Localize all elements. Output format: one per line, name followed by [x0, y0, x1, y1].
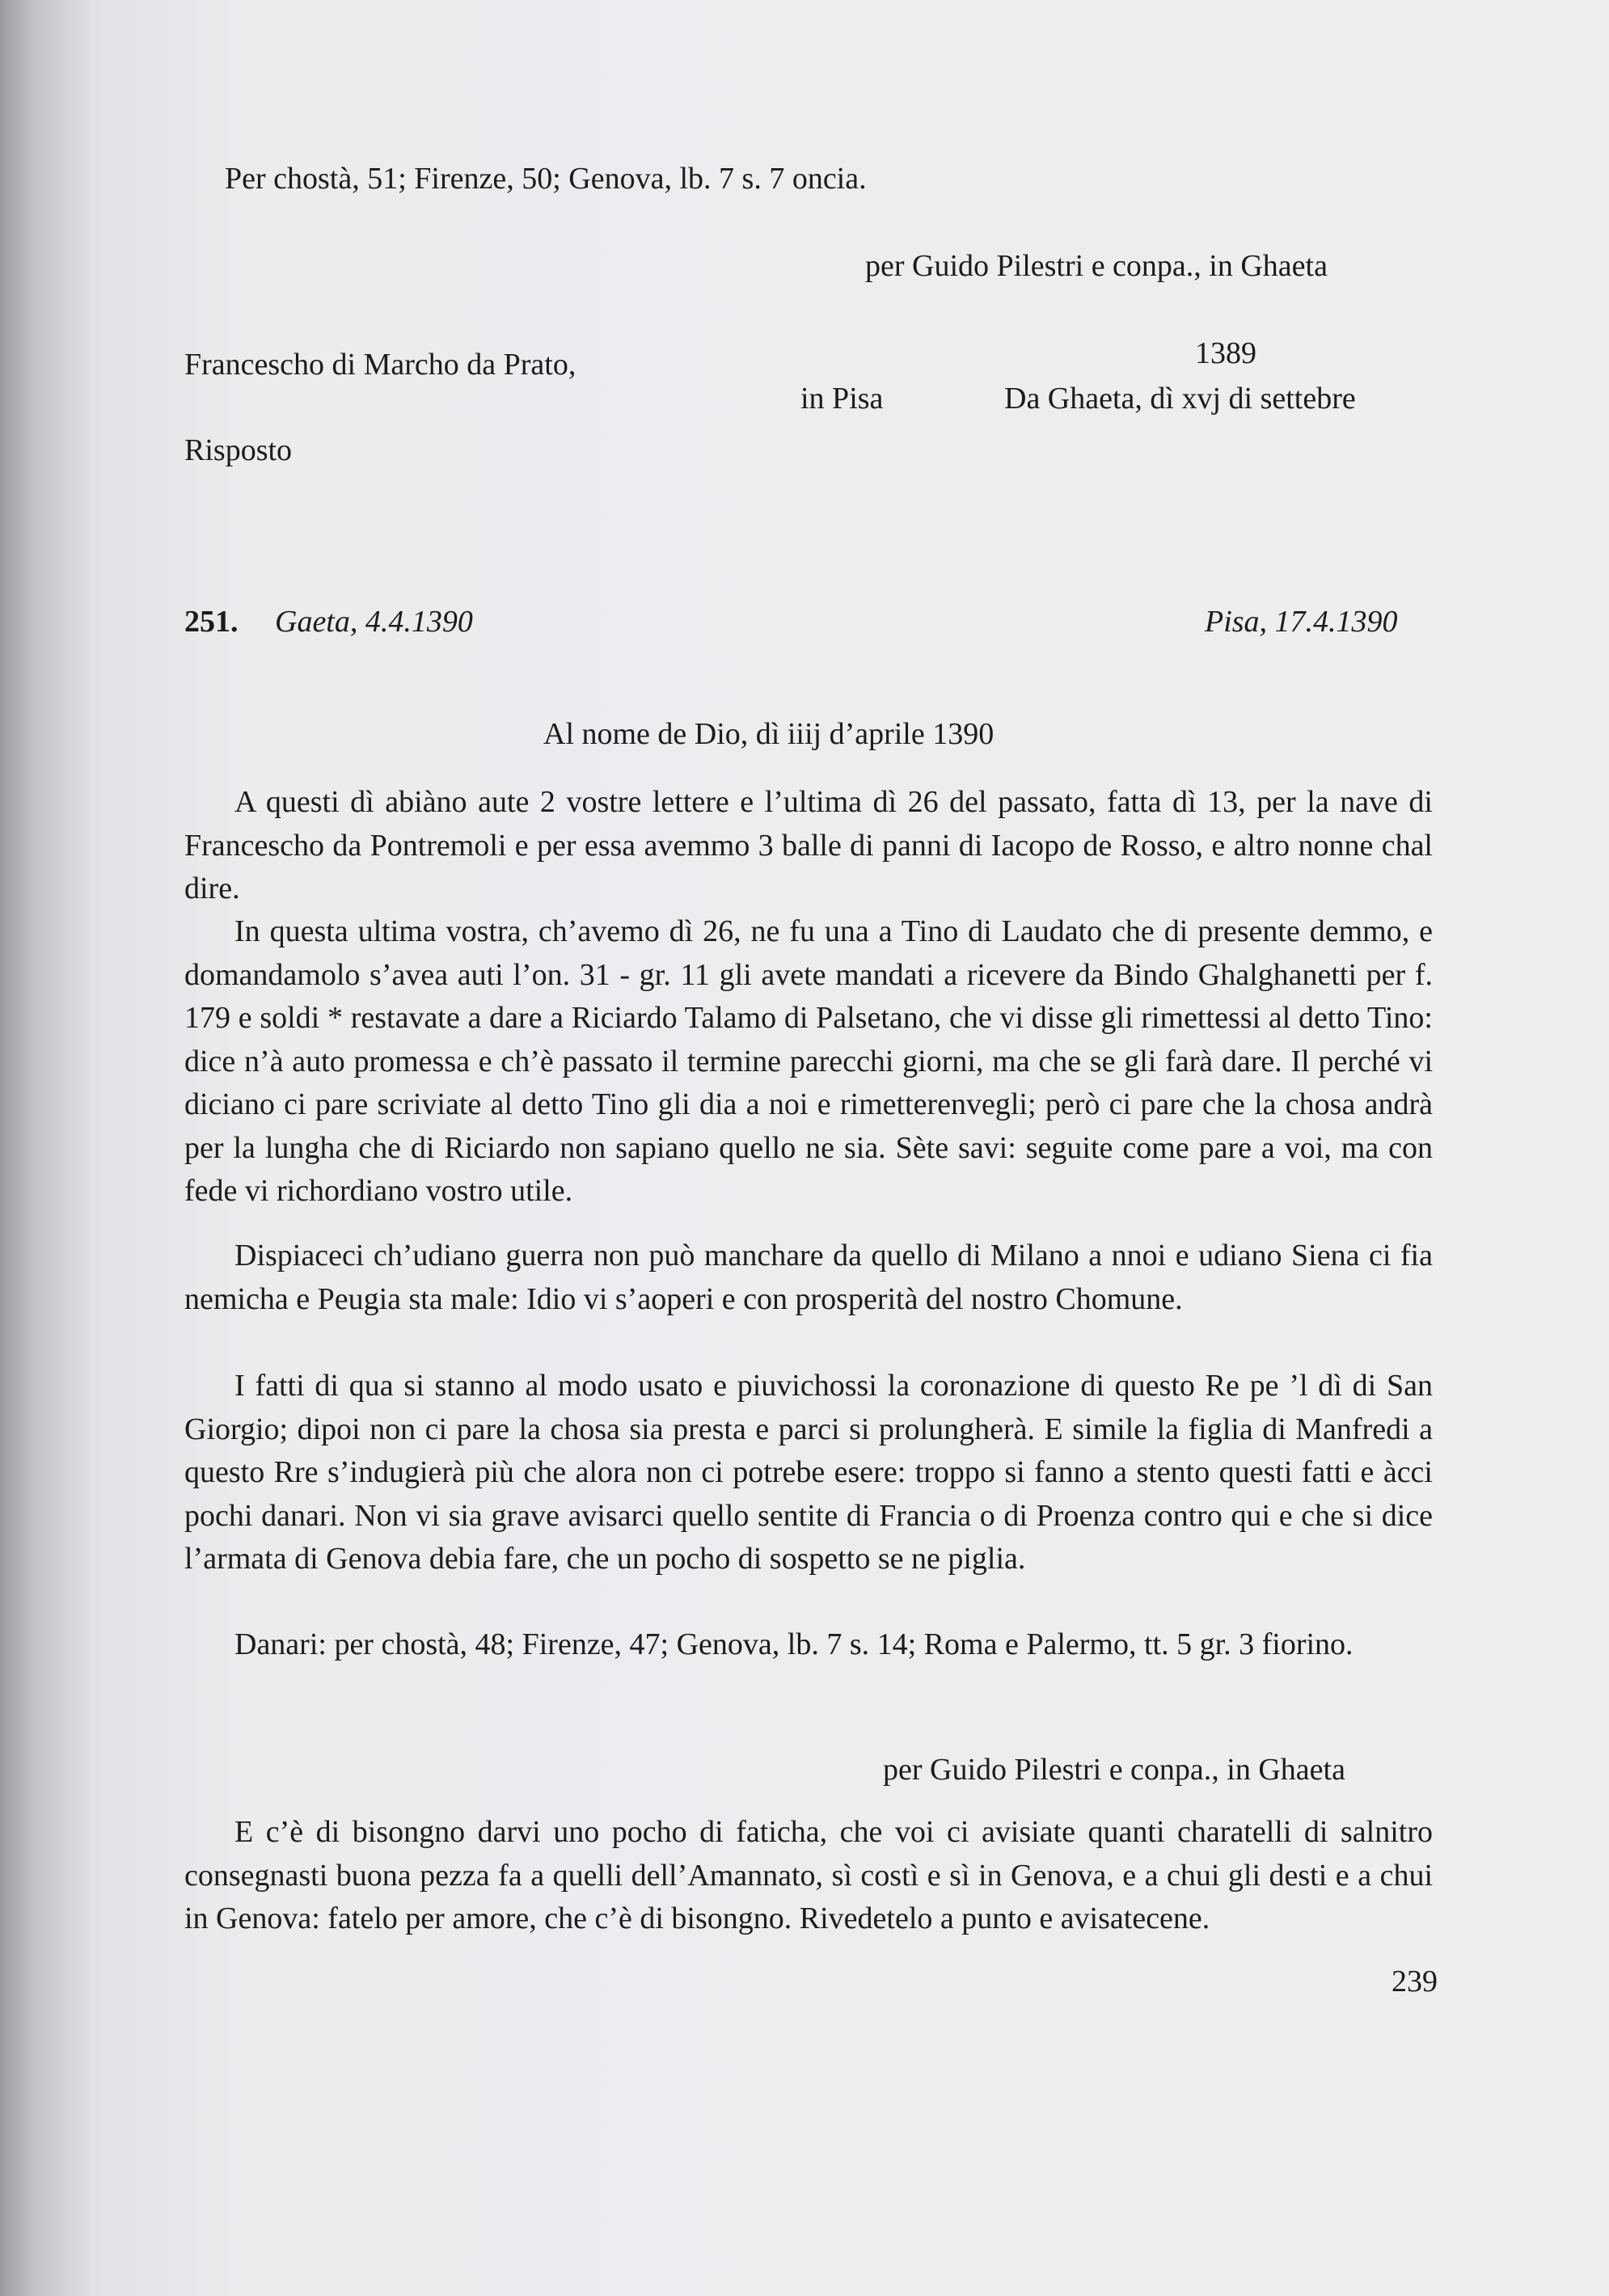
salutation: Al nome de Dio, dì iiij d’aprile 1390	[543, 717, 995, 751]
paragraph-2: In questa ultima vostra, ch’avemo dì 26, ne fu una a Tino di Laudato che di presente demmo, e domandamolo s’avea auti l’on. 31 - gr. 11 gli avete mandati a ricevere da Bindo Ghalghanetti per f. 179 e soldi * restavate a dare a Riciardo Talamo di Palsetano, che vi disse gli rimettessi al detto Tino: dice n’à auto promessa e ch’è passato il termine parecchi giorni, ma che se gli farà dare. Il perché vi diciano ci pare scriviate al detto Tino gli dia a noi e rimetterenvegli; però ci pare che la chosa andrà per la lungha che di Riciardo non sapiano quello ne sia. Sète savi: seguite come pare a voi, ma con fede vi richordiano vostro utile.	[184, 914, 1433, 1208]
paragraph-5: Danari: per chostà, 48; Firenze, 47; Genova, lb. 7 s. 14; Roma e Palermo, tt. 5 gr. 3 fiorino.	[234, 1627, 1354, 1661]
destination-place: in Pisa	[800, 382, 884, 416]
paragraph-4: I fatti di qua si stanno al modo usato e piuvichossi la coronazione di questo Re pe ’l dì di San Giorgio; dipoi non ci pare la chosa sia presta e parci si prolungherà. E simile la figlia di Manfredi a questo Rre s’indugierà più che alora non ci potrebe esere: troppo si fanno a stento questi fatti e àcci pochi danari. Non vi sia grave avisarci quello sentite di Francia o di Proenza contro qui e che si dice l’armata di Genova debia fare, che un pocho di sospetto se ne piglia.	[184, 1369, 1433, 1576]
year: 1389	[1195, 336, 1256, 370]
paragraph-1: A questi dì abiàno aute 2 vostre lettere e l’ultima dì 26 del passato, fatta dì 13, per la nave di Francescho da Pontremoli e per essa avemmo 3 balle di panni di Iacopo de Rosso, e altro nonne chal dire.	[184, 785, 1433, 905]
letter-number: 251.	[184, 605, 239, 639]
sent-place-date: Gaeta, 4.4.1390	[275, 605, 473, 639]
received-place-date: Pisa, 17.4.1390	[1205, 605, 1398, 639]
addressee: Francescho di Marcho da Prato,	[184, 348, 576, 382]
exchange-rates-line: Per chostà, 51; Firenze, 50; Genova, lb. 7 s. 7 oncia.	[225, 162, 867, 196]
signature-letter: per Guido Pilestri e conpa., in Ghaeta	[883, 1753, 1345, 1787]
origin-date: Da Ghaeta, dì xvj di settebre	[1004, 382, 1356, 416]
reply-note: Risposto	[184, 433, 293, 467]
page-number: 239	[1392, 1965, 1438, 1998]
paragraph-3: Dispiaceci ch’udiano guerra non può manchare da quello di Milano a nnoi e udiano Siena ci fia nemicha e Peugia sta male: Idio vi s’aoperi e con prosperità del nostro Chomune.	[184, 1239, 1433, 1316]
postscript: E c’è di bisongno darvi uno pocho di faticha, che voi ci avisiate quanti charatelli di salnitro consegnasti buona pezza fa a quelli dell’Amannato, sì costì e sì in Genova, e a chui gli desti e a chui in Genova: fatelo per amore, che c’è di bisongno. Rivedetelo a punto e avisatecene.	[184, 1815, 1433, 1935]
signature-prev: per Guido Pilestri e conpa., in Ghaeta	[865, 249, 1328, 283]
book-gutter-shadow	[0, 0, 89, 2296]
